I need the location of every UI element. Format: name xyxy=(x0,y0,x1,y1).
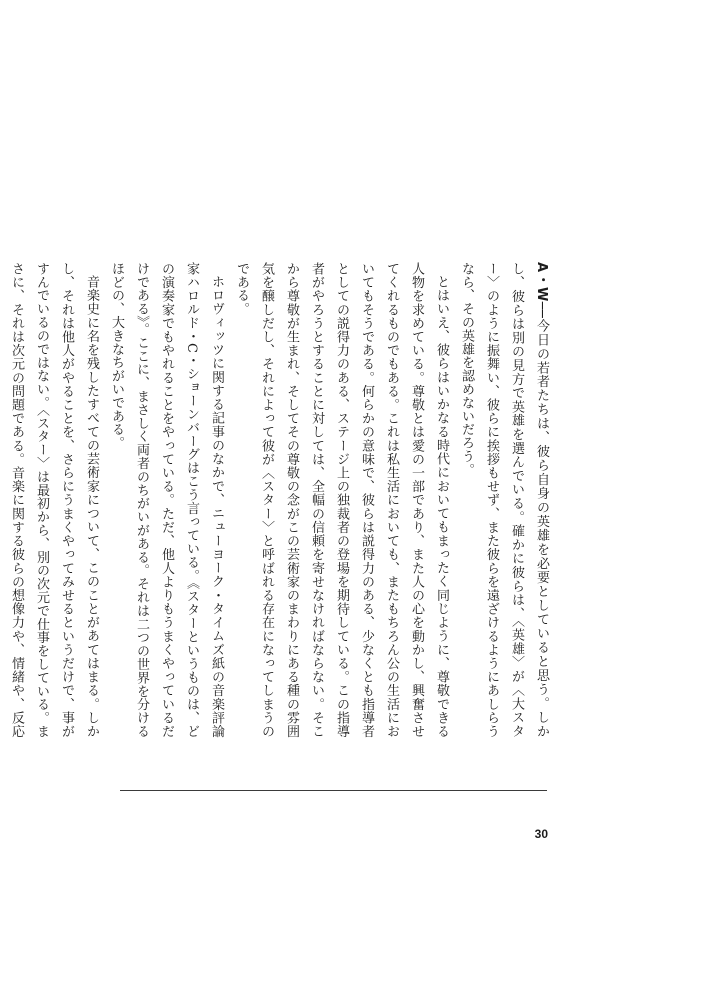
page-number: 30 xyxy=(534,827,548,841)
paragraph-text: とはいえ、彼らはいかなる時代においてもまったく同じように、尊敬できる人物を求めている。尊敬とは愛の一部であり、また人の心を動かし、興奮させてくれるものでもある。これは私生活においても、またもちろん公の生活においてもそうである。何らかの意味で、彼らは説得力のある、少なくとも指導者としての説得力のある、ステージ上の独裁者の登場を期待している。この指導者がやろうとすることに対しては、全幅の信頼を寄せなければならない。そこから尊敬が生まれ、そしてその尊敬の念がこの芸術家のまわりにある種の雰囲気を醸しだし、それによって彼が〈スター〉と呼ばれる存在になってしまうのである。 xyxy=(234,262,449,738)
speaker-label-aw: A・W xyxy=(534,262,549,302)
footer-rule xyxy=(120,790,547,791)
paragraph-horowitz xyxy=(104,262,229,738)
paragraph-text: 音楽史に名を残したすべての芸術家について、このことがあてはまる。しかし、それは他人がやることを、さらにうまくやってみせるというだけで、事がすんでいるのではない。〈スター〉は最初から、別の次元で仕事をしている。まさに、それは次元の問題である。音楽に関する彼らの想像力や、情緒や、反応 xyxy=(9,262,99,738)
paragraph-respect xyxy=(229,262,454,738)
paragraph-aw-opening xyxy=(454,262,554,738)
vertical-text-body xyxy=(9,262,554,739)
paragraph-text: ──今日の若者たちは、彼ら自身の英雄を必要としていると思う。しかし、彼らは別の見方で英雄を選んでいる。確かに彼らは、〈英雄〉が〈大スター〉のように振舞い、彼らに挨拶もせず、また彼らを遠ざけるようにあしらうなら、その英雄を認めないだろう。 xyxy=(459,262,549,739)
paragraph-music-history xyxy=(0,262,104,738)
paragraph-text: ホロヴィッツに関する記事のなかで、ニューヨーク・タイムズ紙の音楽評論家ハロルド・C・ショーンバーグはこう言っている。《スターというものは、どの演奏家でもやれることをやっている。ただ、他人よりもうまくやっているだけである》。ここに、まさしく両者のちがいがある。それは二つの世界を分けるほどの、大きなちがいである。 xyxy=(109,262,224,738)
